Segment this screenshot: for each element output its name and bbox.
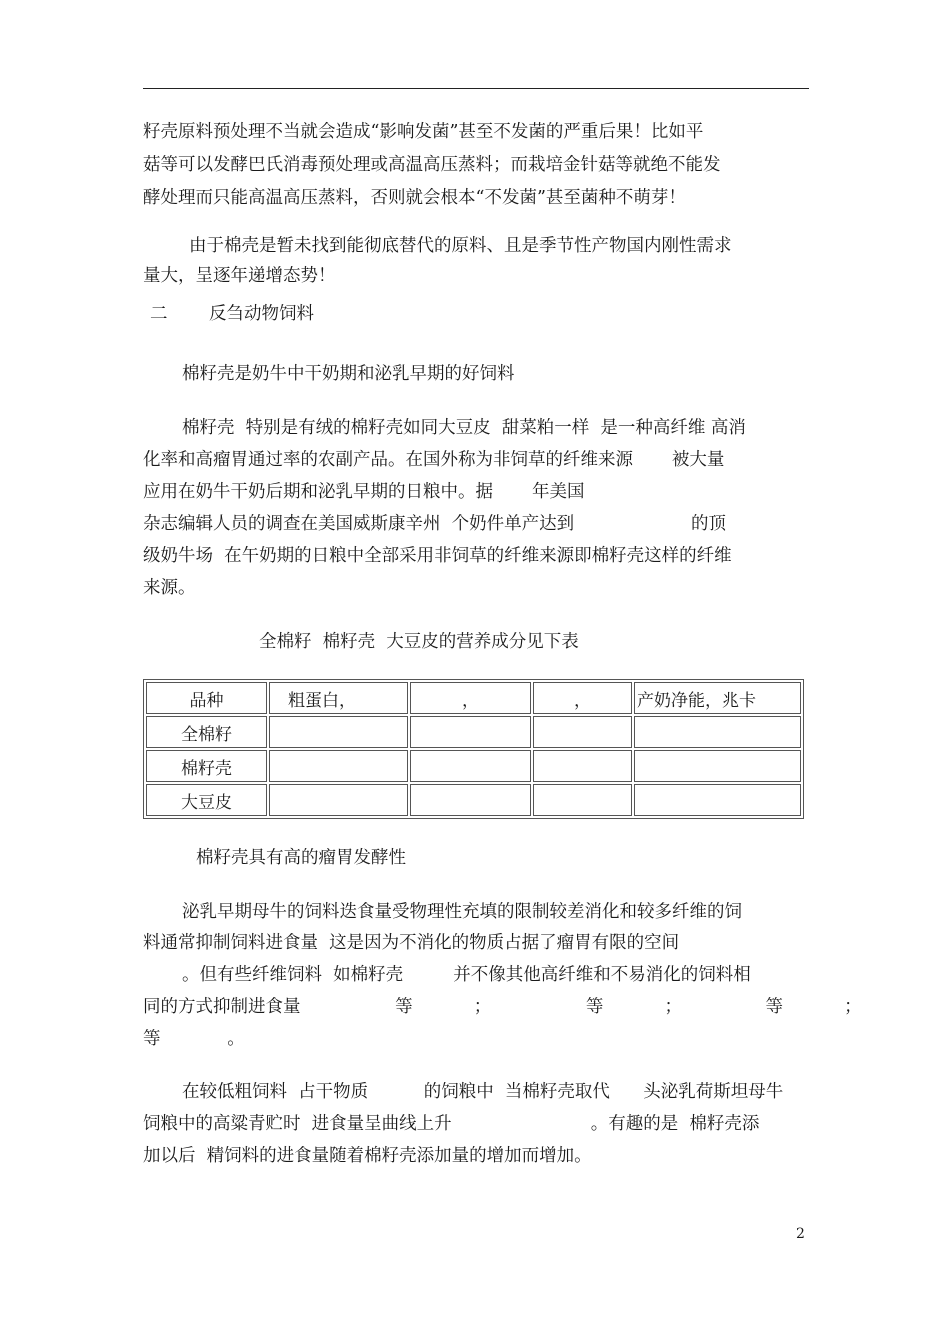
table-header-row [146,682,801,714]
paragraph-1-line-2: 菇等可以发酵巴氏消毒预处理或高温高压蒸料；而栽培金针菇等就绝不能发 [143,155,721,175]
table-header-cell: 产奶净能，兆卡 [634,682,801,714]
table-header-cell: 品种 [146,682,267,714]
section-number: 二 [150,304,168,324]
table-cell: 棉籽壳 [146,750,267,782]
paragraph-4-line-3: 。但有些纤维饲料 如棉籽壳 并不像其他高纤维和不易消化的饲料相 [182,965,751,985]
table-cell: 全棉籽 [146,716,267,748]
paragraph-4-line-5: 等 。 [143,1029,245,1049]
paragraph-5-line-1: 在较低粗饲料 占干物质 的饲粮中 当棉籽壳取代 头泌乳荷斯坦母牛 [182,1082,784,1102]
table-cell [269,784,408,816]
table-cell [269,716,408,748]
table-cell [269,750,408,782]
paragraph-2-line-2: 量大，呈逐年递增态势！ [143,266,336,286]
paragraph-4-line-4: 同的方式抑制进食量 等 ； 等 ； 等 ； [143,997,862,1017]
table-cell [533,716,632,748]
table-cell [634,784,801,816]
subheading-2: 棉籽壳具有高的瘤胃发酵性 [196,848,406,868]
table-cell [533,784,632,816]
table-cell: 大豆皮 [146,784,267,816]
table-row [146,716,801,748]
paragraph-3-line-3: 应用在奶牛干奶后期和泌乳早期的日粮中。据 年美国 [143,482,585,502]
paragraph-1-line-3: 酵处理而只能高温高压蒸料，否则就会根本“不发菌”甚至菌种不萌芽！ [143,188,686,208]
table-header-cell: ， [410,682,531,714]
paragraph-4-line-2: 料通常抑制饲料进食量 这是因为不消化的物质占据了瘤胃有限的空间 [143,933,680,953]
table-cell [634,750,801,782]
table-cell [410,716,531,748]
table-header-cell: 粗蛋白， [269,682,408,714]
paragraph-5-line-3: 加以后 精饲料的进食量随着棉籽壳添加量的增加而增加。 [143,1146,592,1166]
paragraph-3-line-4: 杂志编辑人员的调查在美国威斯康辛州 个奶件单产达到 的顶 [143,514,726,534]
paragraph-3-line-1: 棉籽壳 特别是有绒的棉籽壳如同大豆皮 甜菜粕一样 是一种高纤维 高消 [182,418,746,438]
table-row [146,750,801,782]
paragraph-3-line-5: 级奶牛场 在午奶期的日粮中全部采用非饲草的纤维来源即棉籽壳这样的纤维 [143,546,732,566]
table-cell [410,784,531,816]
subheading-1: 棉籽壳是奶牛中干奶期和泌乳早期的好饲料 [182,364,515,384]
table-header-cell: ， [533,682,632,714]
paragraph-1-line-1: 籽壳原料预处理不当就会造成“影响发菌”甚至不发菌的严重后果！比如平 [143,122,704,142]
table-caption: 全棉籽 棉籽壳 大豆皮的营养成分见下表 [259,632,579,652]
table-cell [533,750,632,782]
paragraph-2-line-1: 由于棉壳是暂未找到能彻底替代的原料、且是季节性产物国内刚性需求 [189,236,732,256]
paragraph-5-line-2: 饲粮中的高粱青贮时 进食量呈曲线上升 。有趣的是 棉籽壳添 [143,1114,760,1134]
section-title: 反刍动物饲料 [209,304,314,324]
table-row [146,784,801,816]
page-number: 2 [796,1226,805,1242]
paragraph-3-line-6: 来源。 [143,578,196,598]
paragraph-4-line-1: 泌乳早期母牛的饲料迭食量受物理性充填的限制较差消化和较多纤维的饲 [182,902,742,922]
paragraph-3-line-2: 化率和高瘤胃通过率的农副产品。在国外称为非饲草的纤维来源 被大量 [143,450,725,470]
header-rule [143,88,809,89]
table-cell [410,750,531,782]
nutrition-table [143,679,804,819]
table-cell [634,716,801,748]
